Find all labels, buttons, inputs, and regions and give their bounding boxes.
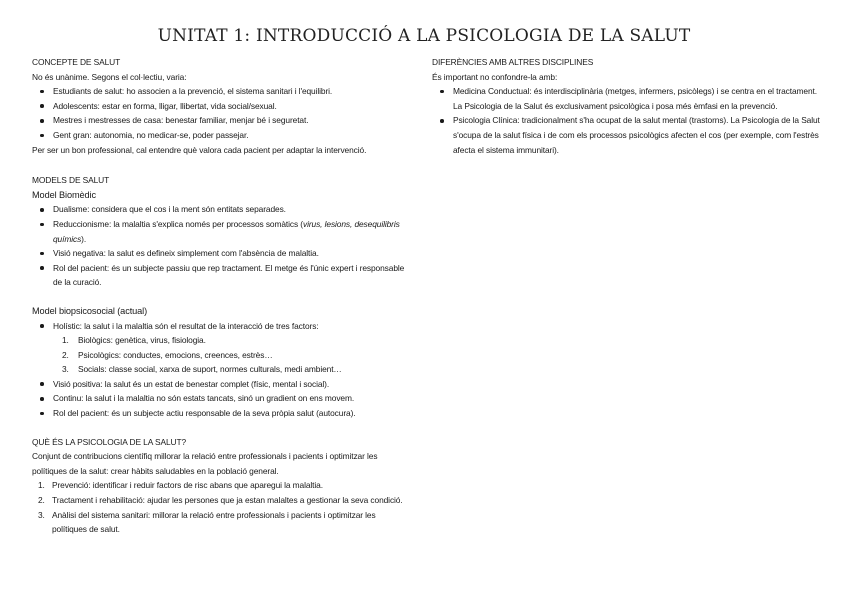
list-item: 1. Biològics: genètica, virus, fisiologia. (62, 335, 206, 346)
right-column (432, 55, 824, 157)
list-item: 2. Psicològics: conductes, emocions, creences, estrès… (62, 349, 273, 360)
list-item: 1. Prevenció: identificar i reduir factors de risc abans que aparegui la malaltia. (38, 480, 323, 491)
biopsicosocial-list (32, 319, 412, 334)
list-item: Holístic: la salut i la malaltia són el resultat de la interacció de tres factors: (53, 319, 412, 334)
diferencies-heading: DIFERÈNCIES AMB ALTRES DISCIPLINES (432, 57, 594, 67)
list-item: Visió positiva: la salut és un estat de benestar complet (físic, mental i social). (53, 377, 412, 392)
list-item: 2. Tractament i rehabilitació: ajudar les persones que ja estan malaltes a gestionar la seva condició. (38, 495, 403, 506)
left-column (32, 55, 412, 537)
concepte-outro: Per ser un bon professional, cal entendre què valora cada pacient per adaptar la intervenció. (32, 144, 367, 155)
reduccionisme-text: Reduccionisme: la malaltia s'explica només per processos somàtics ( (53, 218, 303, 229)
biomedic-list (32, 202, 412, 290)
que-es-list (32, 478, 412, 536)
list-item: Medicina Conductual: és interdisciplinària (metges, infermers, psicòlegs) i se centra en el tractament. La Psicologia de la Salut és exclusivament psicològica i posa més èmfasi en la prevenció. (453, 84, 824, 113)
list-item: Estudiants de salut: ho associen a la prevenció, el sistema sanitari i l'equilibri. (53, 84, 412, 99)
models-heading: MODELS DE SALUT (32, 175, 110, 186)
que-es-intro: Conjunt de contribucions científiq millorar la relació entre professionals i pacients i optimitzar les polítiques de la salut: crear hàbits saludables en la població general. (32, 451, 378, 476)
diferencies-list (432, 84, 824, 157)
list-item: Mestres i mestresses de casa: benestar familiar, menjar bé i seguretat. (53, 113, 412, 128)
list-item-reduccionisme (53, 217, 412, 246)
concepte-intro: No és unànime. Segons el col·lectiu, varia: (32, 71, 187, 82)
list-item: Continu: la salut i la malaltia no són estats tancats, sinó un gradient on ens movem. (53, 391, 412, 406)
list-item: Adolescents: estar en forma, lligar, llibertat, vida social/sexual. (53, 99, 412, 114)
list-item: 3. Socials: classe social, xarxa de suport, normes culturals, medi ambient… (62, 364, 342, 375)
factors-list (32, 333, 412, 377)
concepte-heading: CONCEPTE DE SALUT (32, 57, 121, 67)
reduccionisme-examples: virus, lesions, desequilibris químics (53, 218, 400, 244)
concepte-list (32, 84, 412, 142)
list-item: Dualisme: considera que el cos i la ment són entitats separades. (53, 202, 412, 217)
reduccionisme-end: ). (81, 233, 87, 244)
diferencies-intro: És important no confondre-la amb: (432, 71, 558, 82)
list-item: Gent gran: autonomia, no medicar-se, poder passejar. (53, 128, 412, 143)
list-item: Psicologia Clínica: tradicionalment s'ha ocupat de la salut mental (trastorns). La Psicologia de la Salut s'ocupa de la salut física i de com els processos psicològics afecten el cos (per exemple, com l'estrès afecta el sistema immunitari). (453, 113, 824, 157)
list-item: Visió negativa: la salut es defineix simplement com l'absència de malaltia. (53, 246, 412, 261)
list-item: Rol del pacient: és un subjecte passiu que rep tractament. El metge és l'únic expert i responsable de la curació. (53, 261, 412, 290)
model-biomedic-title: Model Biomèdic (32, 189, 96, 200)
list-item: Rol del pacient: és un subjecte actiu responsable de la seva pròpia salut (autocura). (53, 406, 412, 421)
model-biopsicosocial-title: Model biopsicosocial (actual) (32, 305, 148, 316)
list-item: 3. Anàlisi del sistema sanitari: millorar la relació entre professionals i pacients i optimitzar les polítiques de salut. (38, 509, 376, 535)
biopsicosocial-list-2 (32, 377, 412, 421)
que-es-heading: QUÈ ÉS LA PSICOLOGIA DE LA SALUT? (32, 436, 187, 447)
document-title: UNITAT 1: INTRODUCCIÓ A LA PSICOLOGIA DE LA SALUT (157, 26, 691, 46)
